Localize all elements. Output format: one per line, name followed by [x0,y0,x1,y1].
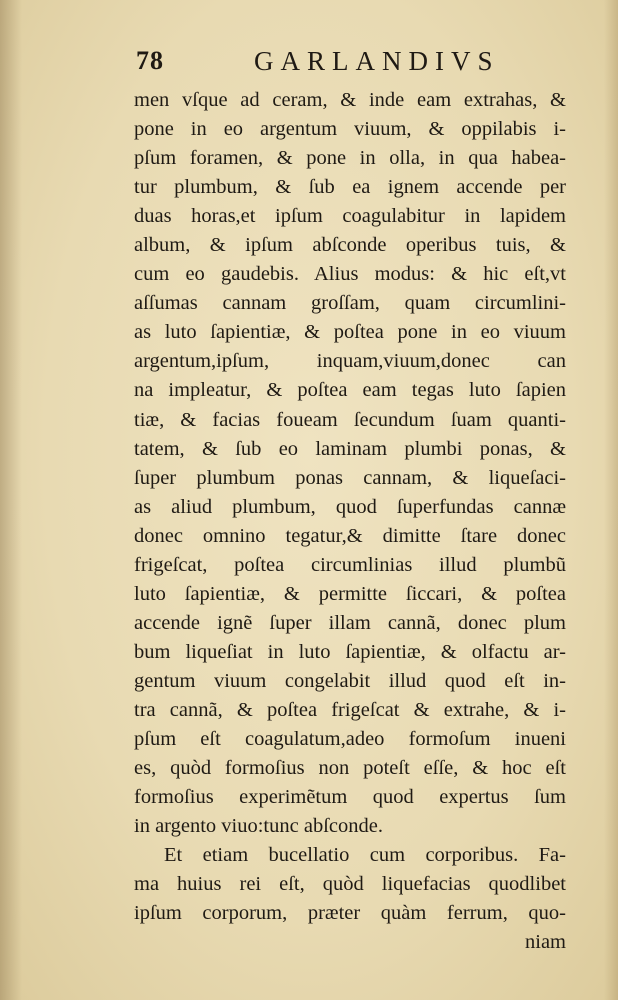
page-header [136,44,536,80]
text-line: donec omnino tegatur,& dimitte ſtare donec [134,524,566,547]
text-line: accende ignẽ ſuper illam cannã, donec plum [134,611,566,634]
text-line: formoſius experimẽtum quod expertus ſum [134,786,566,809]
catchword: niam [525,931,566,954]
text-line: frigeſcat, poſtea circumlinias illud plumbũ [134,553,566,576]
text-line: tatem, & ſub eo laminam plumbi ponas, & [134,437,566,460]
text-line: luto ſapientiæ, & permitte ſiccari, & poſtea [134,582,566,605]
text-line: pſum eſt coagulatum,adeo formoſum inueni [134,728,566,751]
text-line: gentum viuum congelabit illud quod eſt in- [134,669,566,692]
text-line: in argento viuo:tunc abſconde. [134,815,383,838]
text-line: ſuper plumbum ponas cannam, & liqueſaci- [134,466,566,489]
text-line: argentum,ipſum, inquam,viuum,donec can [134,350,566,373]
text-line: album, & ipſum abſconde operibus tuis, & [134,234,566,257]
text-line: ma huius rei eſt, quòd liquefacias quodlibet [134,873,566,896]
body-text [134,86,566,957]
text-line: tur plumbum, & ſub ea ignem accende per [134,176,566,199]
running-head: GARLANDIVS [254,46,500,76]
page-edge-shadow [604,0,618,1000]
text-line: tra cannã, & poſtea frigeſcat & extrahe, & i- [134,698,566,721]
text-line: na impleatur, & poſtea eam tegas luto ſapien [134,379,566,402]
text-line: as aliud plumbum, quod ſuperfundas cannæ [134,495,566,518]
text-line: duas horas,et ipſum coagulabitur in lapidem [134,205,566,228]
text-line: es, quòd formoſius non poteſt eſſe, & hoc eſt [134,757,566,780]
text-line: men vſque ad ceram, & inde eam extrahas, & [134,89,566,111]
text-line: as luto ſapientiæ, & poſtea pone in eo viuum [134,321,566,344]
page-number: 78 [136,46,164,75]
text-line: aſſumas cannam groſſam, quam circumlini- [134,292,566,315]
gutter-shadow [0,0,22,1000]
text-line: ipſum corporum, præter quàm ferrum, quo- [134,902,566,925]
text-line: bum liqueſiat in luto ſapientiæ, & olfactu ar- [134,640,566,663]
text-line: pſum foramen, & pone in olla, in qua habea- [134,147,566,170]
text-line: Et etiam bucellatio cum corporibus. Fa- [164,844,566,867]
text-line: pone in eo argentum viuum, & oppilabis i- [134,118,566,141]
text-line: cum eo gaudebis. Alius modus: & hic eſt,vt [134,263,566,286]
text-line: tiæ, & facias foueam ſecundum ſuam quanti- [134,408,566,431]
